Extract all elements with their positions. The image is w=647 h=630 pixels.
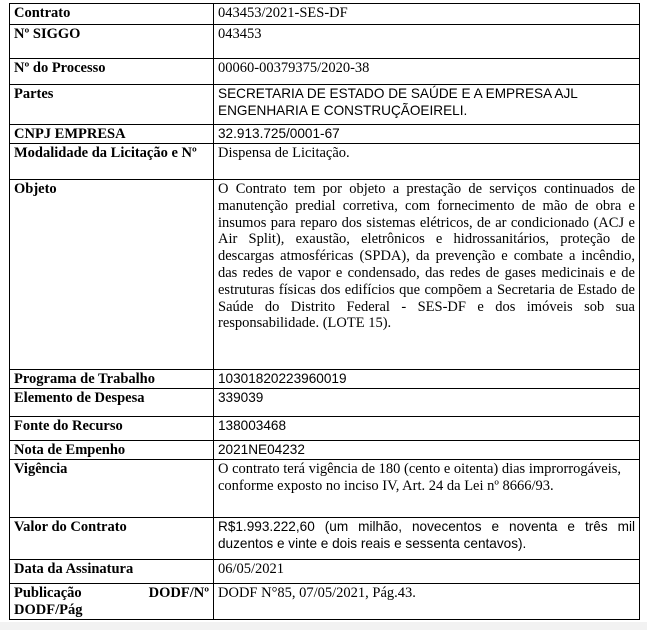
row-programa [10,370,640,389]
contract-table [9,3,640,620]
row-vigencia [10,460,640,518]
value-modalidade: Dispensa de Licitação. [214,144,640,180]
label-vigencia: Vigência [10,460,214,518]
label-valor: Valor do Contrato [10,518,214,560]
value-programa: 10301820223960019 [214,370,640,389]
value-valor: R$1.993.222,60 (um milhão, novecentos e noventa e três mil duzentos e vinte e dois reais e sessenta centavos). [214,518,640,560]
label-publicacao [10,584,214,620]
label-fonte: Fonte do Recurso [10,417,214,441]
value-objeto: O Contrato tem por objeto a prestação de serviços continuados de manutenção predial corretiva, com fornecimento de mão de obra e insumos para reparo dos sistemas elétricos, de ar condicionado (ACJ e Air Split), exaustão, eletrônicos e hidrossanitários, proteção de descargas atmosféricas (SPDA), da prevenção e combate a incêndio, das redes de vapor e condensado, das redes de gases medicinais e de estruturas físicas dos edifícios que compõem a Secretaria de Estado de Saúde do Distrito Federal - SES-DF e dos imóveis sob sua responsabilidade. (LOTE 15). [214,180,640,370]
row-empenho [10,441,640,460]
page-bottom-edge [0,622,647,630]
row-publicacao [10,584,640,620]
row-objeto [10,180,640,370]
row-valor [10,518,640,560]
label-publicacao-line1: Publicação DODF/Nº [14,585,209,601]
label-cnpj: CNPJ EMPRESA [10,125,214,144]
value-siggo: 043453 [214,25,640,59]
label-empenho: Nota de Empenho [10,441,214,460]
value-cnpj: 32.913.725/0001-67 [214,125,640,144]
label-contrato: Contrato [10,4,214,25]
contract-document [9,3,640,620]
row-processo [10,59,640,85]
value-assinatura: 06/05/2021 [214,560,640,584]
label-programa: Programa de Trabalho [10,370,214,389]
label-elemento: Elemento de Despesa [10,389,214,417]
value-contrato: 043453/2021-SES-DF [214,4,640,25]
value-processo: 00060-00379375/2020-38 [214,59,640,85]
label-publicacao-line2: DODF/Pág [14,601,83,618]
row-partes [10,85,640,125]
row-modalidade [10,144,640,180]
label-siggo: Nº SIGGO [10,25,214,59]
value-vigencia: O contrato terá vigência de 180 (cento e oitenta) dias improrrogáveis, conforme exposto no inciso IV, Art. 24 da Lei nº 8666/93. [214,460,640,518]
row-cnpj [10,125,640,144]
label-modalidade: Modalidade da Licitação e Nº [10,144,214,180]
value-publicacao: DODF N°85, 07/05/2021, Pág.43. [214,584,640,620]
value-empenho: 2021NE04232 [214,441,640,460]
value-fonte: 138003468 [214,417,640,441]
row-contrato [10,4,640,25]
row-assinatura [10,560,640,584]
row-fonte [10,417,640,441]
row-elemento [10,389,640,417]
row-siggo [10,25,640,59]
value-elemento: 339039 [214,389,640,417]
label-partes: Partes [10,85,214,125]
label-assinatura: Data da Assinatura [10,560,214,584]
label-processo: Nº do Processo [10,59,214,85]
value-partes: SECRETARIA DE ESTADO DE SAÚDE E A EMPRESA AJL ENGENHARIA E CONSTRUÇÃOEIRELI. [214,85,640,125]
label-objeto: Objeto [10,180,214,370]
